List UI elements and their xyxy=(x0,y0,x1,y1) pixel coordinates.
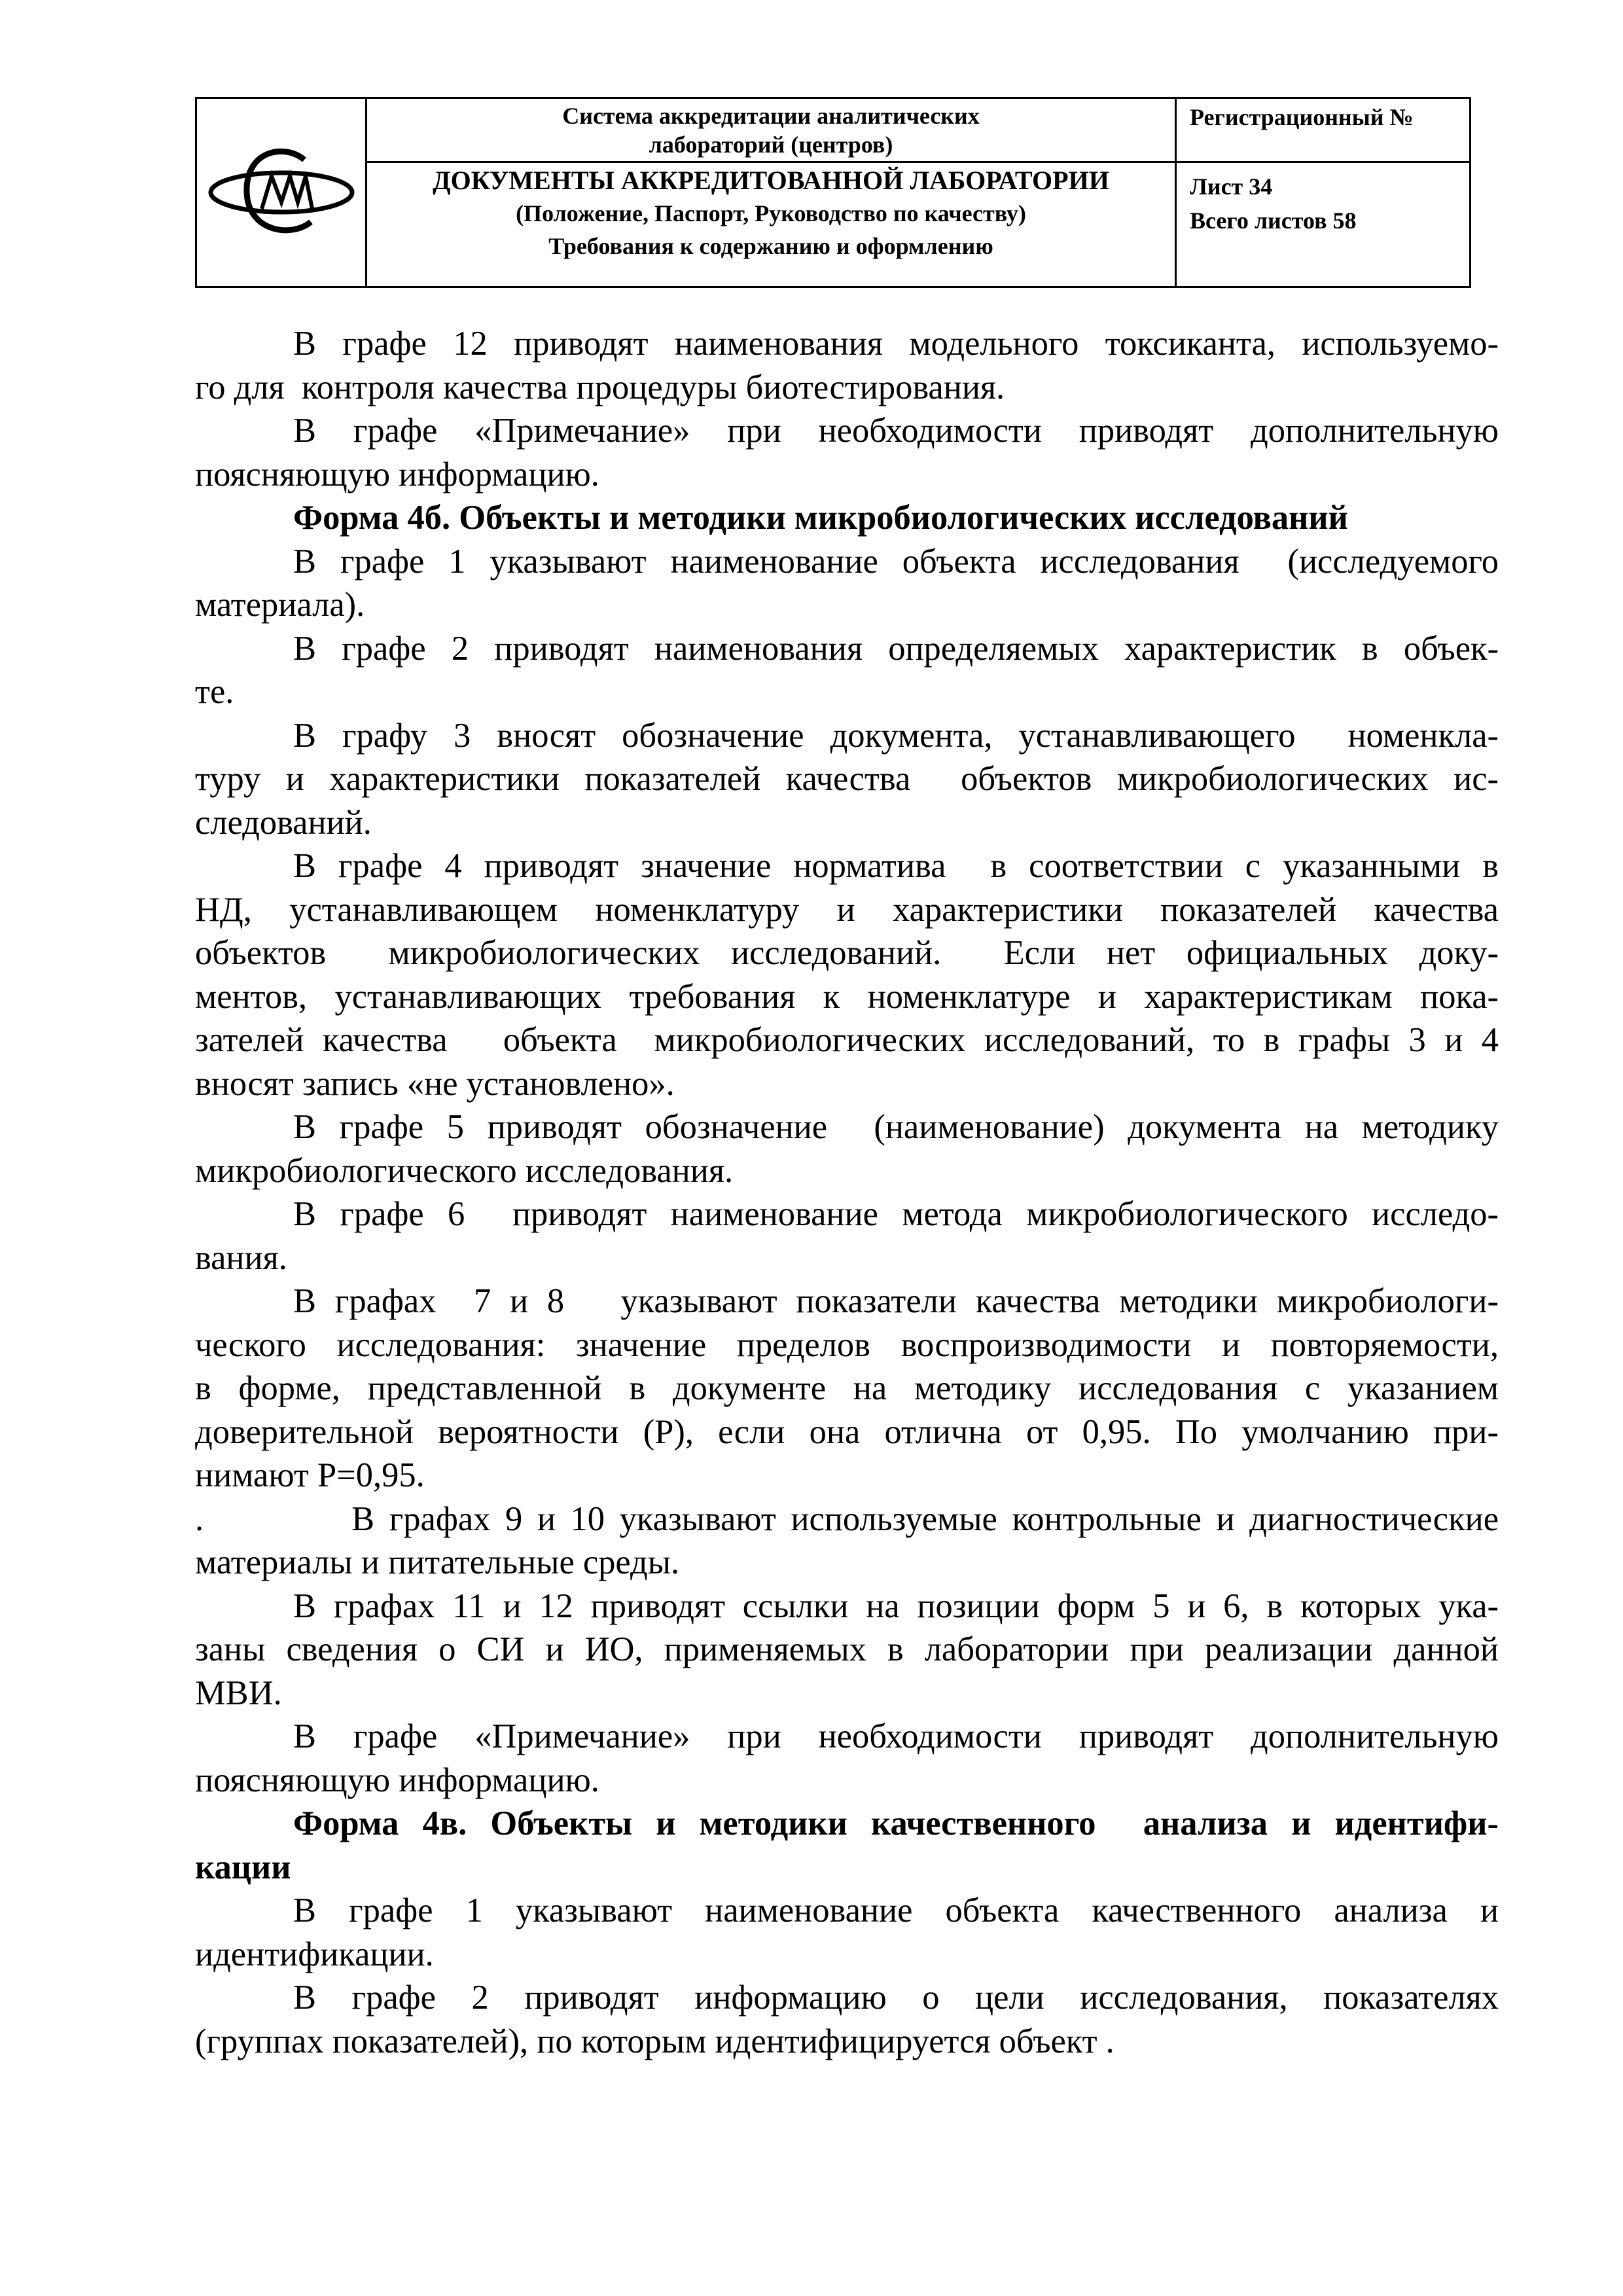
doc-title: ДОКУМЕНТЫ АККРЕДИТОВАННОЙ ЛАБОРАТОРИИ xyxy=(433,166,1109,195)
system-name-line2: лабораторий (центров) xyxy=(649,132,893,158)
text-line: заны сведения о СИ и ИО, применяемых в лаборатории при реализации данной xyxy=(195,1630,1499,1668)
text-line: поясняющую информацию. xyxy=(195,1761,599,1799)
text-line: В графе 5 приводят обозначение (наименование) документа на методику xyxy=(293,1108,1499,1146)
text-line: объектов микробиологических исследований. Если нет официальных доку- xyxy=(195,934,1499,972)
text-line: МВИ. xyxy=(195,1674,282,1712)
header-document-title xyxy=(367,163,1175,262)
section-heading-form-4v: Форма 4в. Объекты и методики качественного анализа и идентифи- xyxy=(293,1804,1499,1842)
text-line: В графе 1 указывают наименование объекта качественного анализа и xyxy=(293,1892,1499,1929)
text-line: В графах 11 и 12 приводят ссылки на позиции форм 5 и 6, в которых ука- xyxy=(293,1587,1499,1625)
sheet-number: Лист 34 xyxy=(1190,173,1273,200)
text-line: следований. xyxy=(195,803,372,842)
text-line: В графе 4 приводят значение норматива в соответствии с указанными в xyxy=(293,847,1499,885)
header-center-cell xyxy=(367,99,1177,286)
text-line: В графе «Примечание» при необходимости приводят дополнительную xyxy=(293,412,1499,450)
text-line: зателей качества объекта микробиологических исследований, то в графы 3 и 4 xyxy=(195,1021,1499,1059)
text-line: В графе 6 приводят наименование метода микробиологического исследо- xyxy=(293,1195,1499,1233)
registration-number: Регистрационный № xyxy=(1177,99,1469,163)
text-line: вания. xyxy=(195,1238,287,1277)
text-line: ментов, устанавливающих требования к номенклатуре и характеристикам пока- xyxy=(195,977,1499,1016)
text-line: В графе 2 приводят наименования определяемых характеристик в объек- xyxy=(293,629,1499,668)
text-line: идентификации. xyxy=(195,1935,434,1973)
text-line: вносят запись «не установлено». xyxy=(195,1064,675,1103)
document-header-table xyxy=(195,97,1471,288)
text-line: В графе 1 указывают наименование объекта исследования (исследуемого xyxy=(293,542,1499,581)
text-line: те. xyxy=(195,673,234,711)
text-line: го для контроля качества процедуры биотестирования. xyxy=(195,368,1005,406)
text-line: НД, устанавливающем номенклатуру и характеристики показателей качества xyxy=(195,890,1499,929)
section-heading-form-4b: Форма 4б. Объекты и методики микробиологических исследований xyxy=(293,499,1348,537)
text-line: поясняющую информацию. xyxy=(195,455,599,493)
text-line: микробиологического исследования. xyxy=(195,1151,734,1190)
text-line: материала). xyxy=(195,586,365,624)
accreditation-system-logo-icon xyxy=(206,140,357,245)
sheet-info xyxy=(1177,163,1469,238)
header-system-name xyxy=(367,99,1175,163)
header-logo-cell xyxy=(197,99,367,286)
text-line: В графу 3 вносят обозначение документа, устанавливающего номенкла- xyxy=(293,716,1499,755)
document-body xyxy=(195,322,1499,2063)
total-sheets: Всего листов 58 xyxy=(1190,207,1357,234)
section-heading-form-4v-cont: кации xyxy=(195,1848,291,1886)
text-line: В графе 2 приводят информацию о цели исследования, показателях xyxy=(293,1979,1499,2017)
text-line: В графе 12 приводят наименования модельного токсиканта, используемо- xyxy=(293,325,1499,363)
doc-subtitle: (Положение, Паспорт, Руководство по качеству) xyxy=(516,200,1026,226)
doc-requirements: Требования к содержанию и оформлению xyxy=(548,233,993,259)
text-line: В графе «Примечание» при необходимости приводят дополнительную xyxy=(293,1717,1499,1755)
text-line: нимают Р=0,95. xyxy=(195,1456,425,1494)
header-right-cell xyxy=(1177,99,1469,286)
text-line: В графах 7 и 8 указывают показатели качества методики микробиологи- xyxy=(293,1282,1499,1320)
text-line: материалы и питательные среды. xyxy=(195,1543,680,1581)
text-line: в форме, представленной в документе на методику исследования с указанием xyxy=(195,1369,1499,1407)
system-name-line1: Система аккредитации аналитических xyxy=(562,103,980,129)
text-line: . В графах 9 и 10 указывают используемые контрольные и диагностические xyxy=(195,1499,1499,1538)
text-line: ческого исследования: значение пределов воспроизводимости и повторяемости, xyxy=(195,1325,1499,1364)
text-line: (группах показателей), по которым идентифицируется объект . xyxy=(195,2022,1115,2060)
text-line: туру и характеристики показателей качества объектов микробиологических ис- xyxy=(195,760,1499,798)
text-line: доверительной вероятности (Р), если она отлична от 0,95. По умолчанию при- xyxy=(195,1412,1499,1451)
